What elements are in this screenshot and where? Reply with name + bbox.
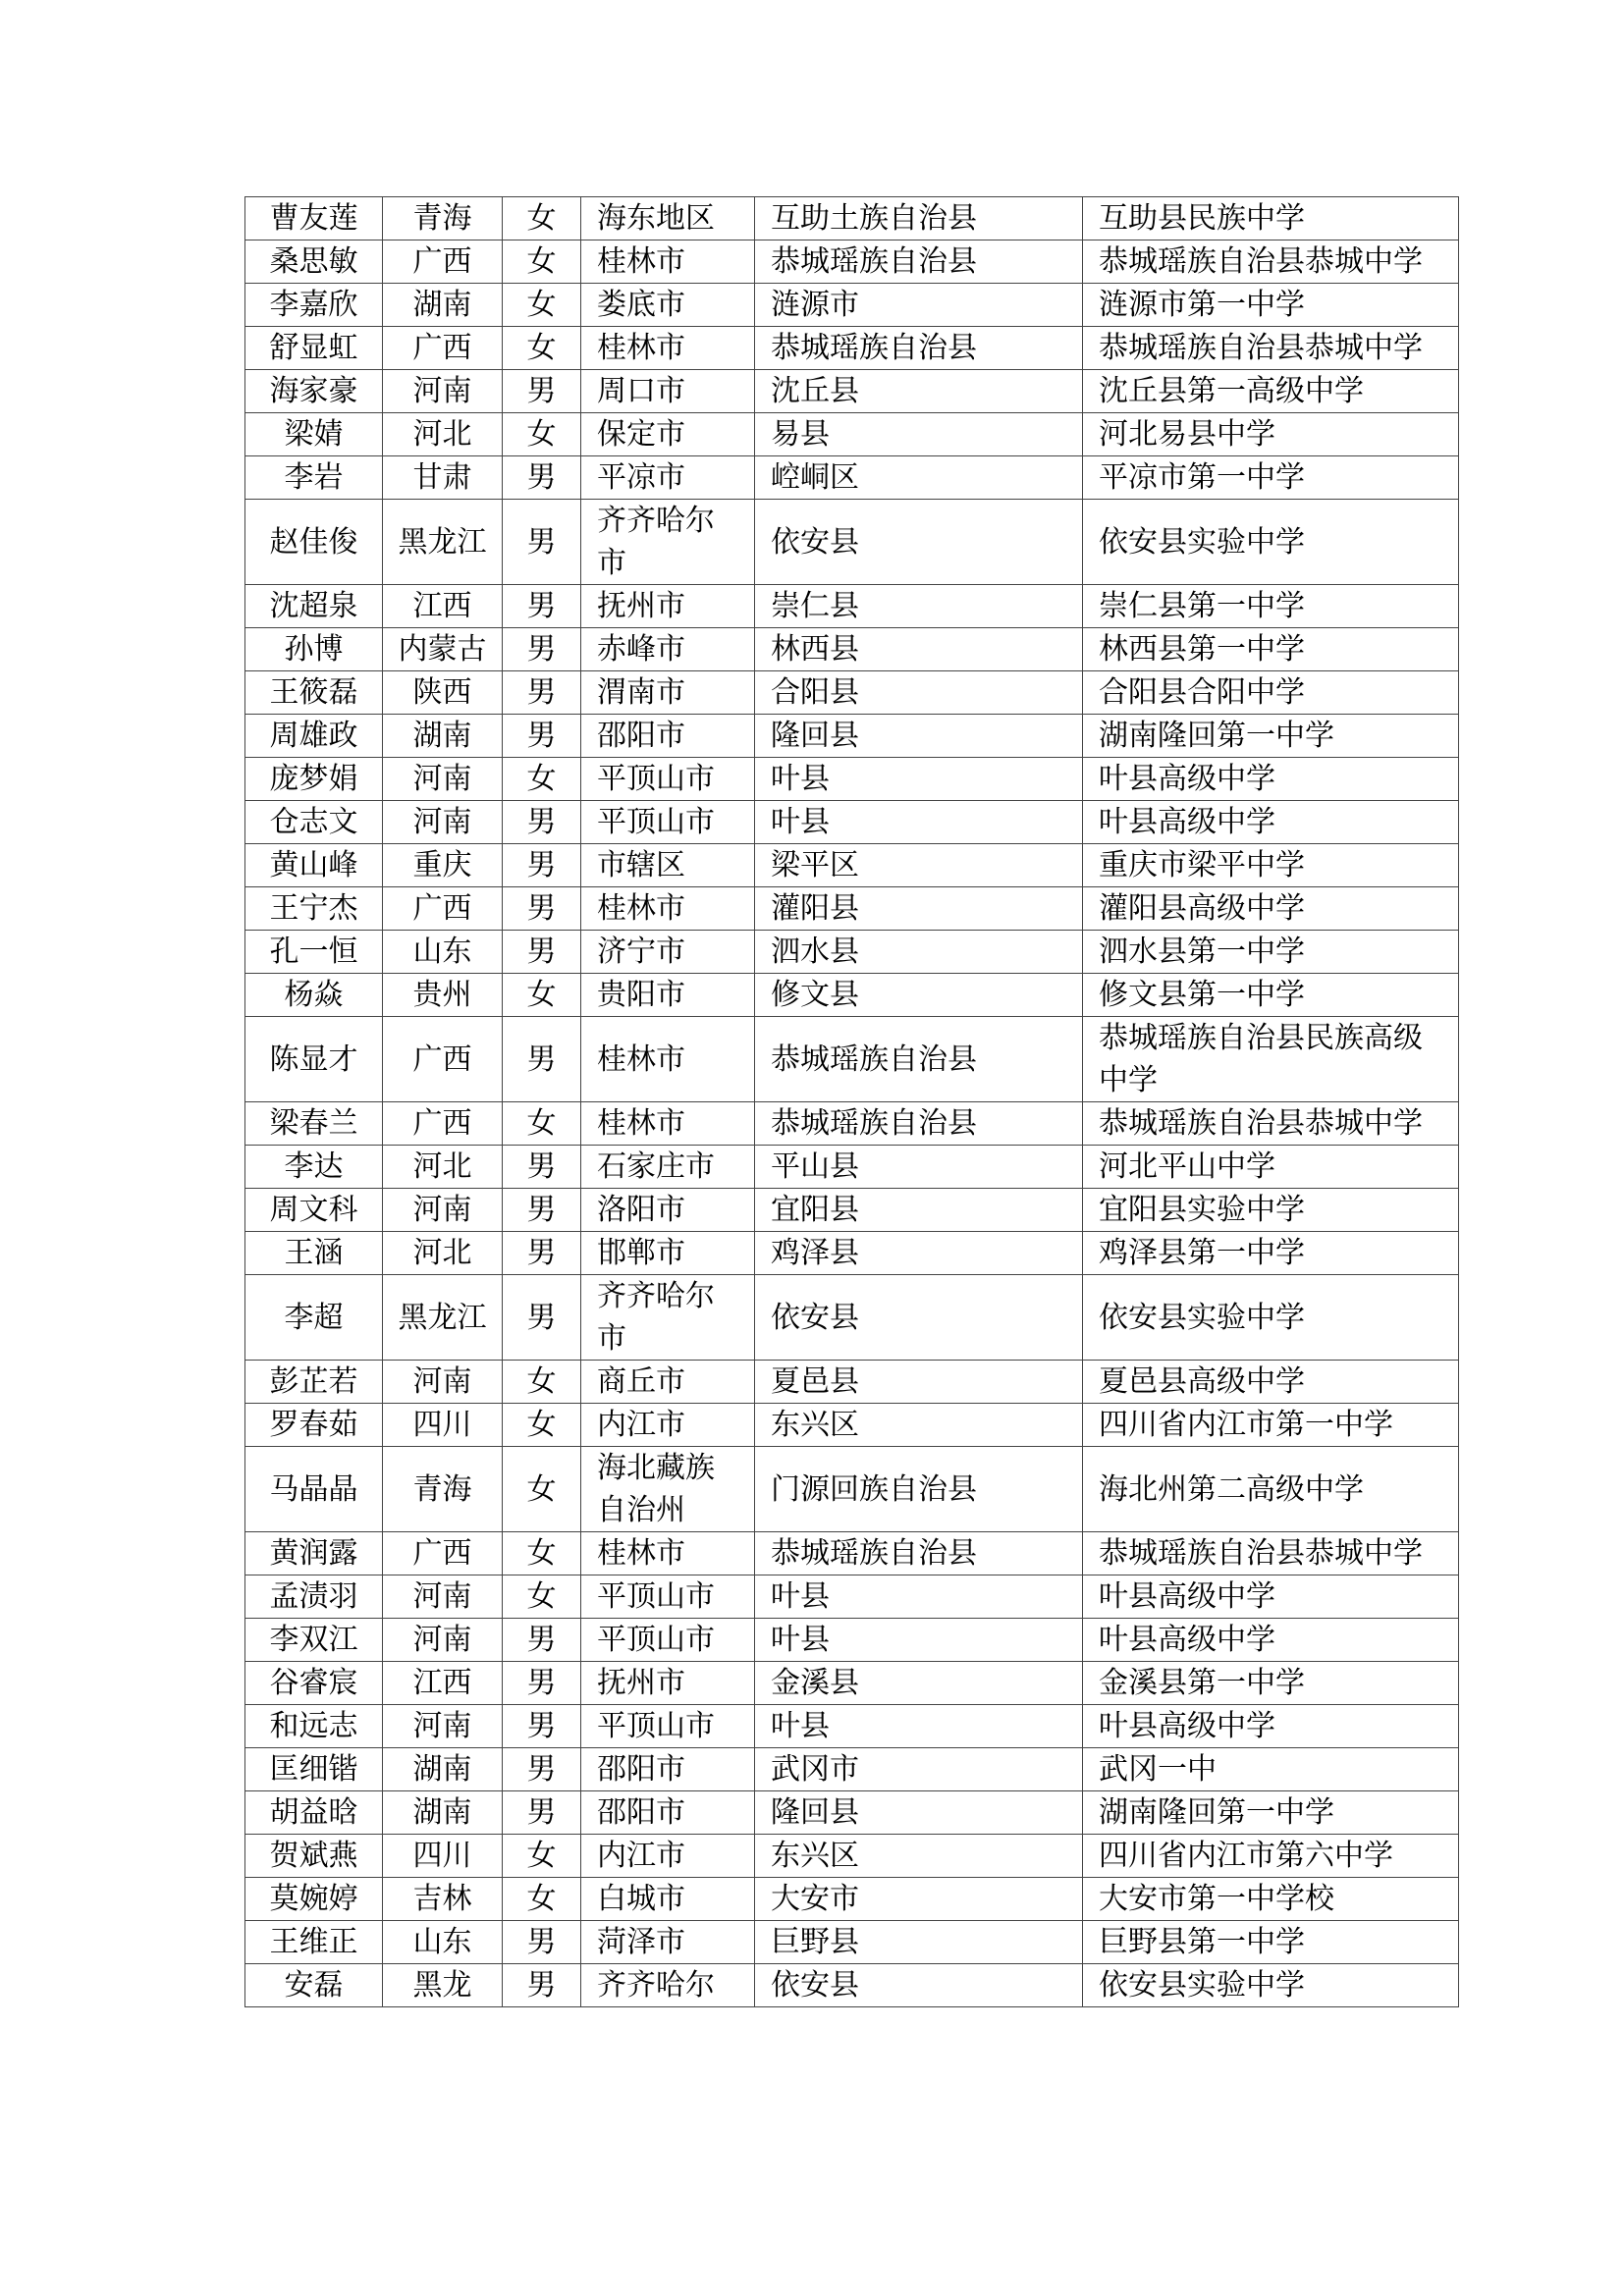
table-row [245,801,1459,844]
school-cell: 河北平山中学 [1083,1146,1459,1189]
province-cell: 河南 [383,1189,503,1232]
county-cell: 东兴区 [755,1835,1083,1878]
school-cell: 湖南隆回第一中学 [1083,715,1459,758]
table-row [245,1575,1459,1619]
name-cell: 马晶晶 [245,1447,383,1532]
gender-cell: 男 [503,456,581,500]
province-cell: 陕西 [383,671,503,715]
school-cell: 海北州第二高级中学 [1083,1447,1459,1532]
county-cell: 武冈市 [755,1748,1083,1791]
school-cell: 叶县高级中学 [1083,1619,1459,1662]
school-cell: 恭城瑶族自治县恭城中学 [1083,327,1459,370]
province-cell: 河南 [383,1705,503,1748]
name-cell: 曹友莲 [245,197,383,240]
name-cell: 彭芷若 [245,1361,383,1404]
county-cell: 隆回县 [755,715,1083,758]
city-cell: 渭南市 [581,671,755,715]
province-cell: 广西 [383,1017,503,1102]
county-cell: 金溪县 [755,1662,1083,1705]
gender-cell: 男 [503,1791,581,1835]
county-cell: 大安市 [755,1878,1083,1921]
city-cell: 邵阳市 [581,1791,755,1835]
province-cell: 内蒙古 [383,628,503,671]
province-cell: 湖南 [383,1748,503,1791]
city-cell: 桂林市 [581,240,755,284]
gender-cell: 男 [503,1748,581,1791]
city-cell: 桂林市 [581,327,755,370]
table-row [245,456,1459,500]
gender-cell: 女 [503,197,581,240]
table-row [245,1878,1459,1921]
name-cell: 王宁杰 [245,887,383,931]
school-cell: 宜阳县实验中学 [1083,1189,1459,1232]
school-cell: 恭城瑶族自治县恭城中学 [1083,1102,1459,1146]
city-cell: 桂林市 [581,1102,755,1146]
school-cell: 依安县实验中学 [1083,500,1459,585]
school-cell: 沈丘县第一高级中学 [1083,370,1459,413]
gender-cell: 男 [503,671,581,715]
name-cell: 胡益晗 [245,1791,383,1835]
city-cell: 济宁市 [581,931,755,974]
table-row [245,974,1459,1017]
gender-cell: 男 [503,1189,581,1232]
name-cell: 杨焱 [245,974,383,1017]
province-cell: 山东 [383,931,503,974]
gender-cell: 男 [503,1017,581,1102]
school-cell: 互助县民族中学 [1083,197,1459,240]
name-cell: 周文科 [245,1189,383,1232]
name-cell: 王筱磊 [245,671,383,715]
school-cell: 恭城瑶族自治县恭城中学 [1083,240,1459,284]
name-cell: 王涵 [245,1232,383,1275]
province-cell: 河南 [383,758,503,801]
city-cell: 齐齐哈尔 [581,1964,755,2007]
school-cell: 四川省内江市第六中学 [1083,1835,1459,1878]
name-cell: 周雄政 [245,715,383,758]
county-cell: 恭城瑶族自治县 [755,1017,1083,1102]
county-cell: 崆峒区 [755,456,1083,500]
table-row [245,585,1459,628]
name-cell: 梁春兰 [245,1102,383,1146]
gender-cell: 男 [503,801,581,844]
province-cell: 甘肃 [383,456,503,500]
city-cell: 内江市 [581,1404,755,1447]
city-cell: 保定市 [581,413,755,456]
county-cell: 叶县 [755,801,1083,844]
city-cell: 桂林市 [581,1017,755,1102]
gender-cell: 男 [503,1705,581,1748]
gender-cell: 女 [503,1878,581,1921]
gender-cell: 女 [503,240,581,284]
table-row [245,1447,1459,1532]
province-cell: 河南 [383,370,503,413]
table-row [245,327,1459,370]
gender-cell: 女 [503,1532,581,1575]
name-cell: 桑思敏 [245,240,383,284]
province-cell: 河北 [383,1146,503,1189]
gender-cell: 女 [503,1447,581,1532]
city-cell: 齐齐哈尔市 [581,500,755,585]
gender-cell: 女 [503,1835,581,1878]
city-cell: 海东地区 [581,197,755,240]
school-cell: 四川省内江市第一中学 [1083,1404,1459,1447]
table-row [245,931,1459,974]
city-cell: 邵阳市 [581,1748,755,1791]
school-cell: 叶县高级中学 [1083,1575,1459,1619]
table-row [245,758,1459,801]
table-row [245,1662,1459,1705]
school-cell: 大安市第一中学校 [1083,1878,1459,1921]
table-row [245,1404,1459,1447]
gender-cell: 女 [503,974,581,1017]
table-row [245,1361,1459,1404]
gender-cell: 男 [503,585,581,628]
city-cell: 平顶山市 [581,758,755,801]
county-cell: 合阳县 [755,671,1083,715]
county-cell: 梁平区 [755,844,1083,887]
school-cell: 依安县实验中学 [1083,1964,1459,2007]
province-cell: 吉林 [383,1878,503,1921]
table-row [245,1017,1459,1102]
school-cell: 恭城瑶族自治县民族高级中学 [1083,1017,1459,1102]
city-cell: 抚州市 [581,1662,755,1705]
gender-cell: 男 [503,1275,581,1361]
county-cell: 林西县 [755,628,1083,671]
gender-cell: 女 [503,1102,581,1146]
school-cell: 河北易县中学 [1083,413,1459,456]
gender-cell: 男 [503,1232,581,1275]
school-cell: 重庆市梁平中学 [1083,844,1459,887]
gender-cell: 女 [503,327,581,370]
city-cell: 邵阳市 [581,715,755,758]
province-cell: 黑龙江 [383,500,503,585]
province-cell: 黑龙 [383,1964,503,2007]
name-cell: 沈超泉 [245,585,383,628]
name-cell: 梁婧 [245,413,383,456]
school-cell: 修文县第一中学 [1083,974,1459,1017]
province-cell: 河南 [383,801,503,844]
table-row [245,1921,1459,1964]
name-cell: 舒显虹 [245,327,383,370]
gender-cell: 男 [503,1964,581,2007]
county-cell: 恭城瑶族自治县 [755,327,1083,370]
name-cell: 黄润露 [245,1532,383,1575]
county-cell: 东兴区 [755,1404,1083,1447]
table-row [245,1275,1459,1361]
county-cell: 恭城瑶族自治县 [755,240,1083,284]
student-table-body [245,197,1459,2007]
name-cell: 和远志 [245,1705,383,1748]
city-cell: 商丘市 [581,1361,755,1404]
school-cell: 依安县实验中学 [1083,1275,1459,1361]
province-cell: 四川 [383,1835,503,1878]
name-cell: 孟渍羽 [245,1575,383,1619]
city-cell: 齐齐哈尔市 [581,1275,755,1361]
county-cell: 依安县 [755,1964,1083,2007]
school-cell: 灌阳县高级中学 [1083,887,1459,931]
table-row [245,628,1459,671]
county-cell: 夏邑县 [755,1361,1083,1404]
school-cell: 鸡泽县第一中学 [1083,1232,1459,1275]
table-row [245,1146,1459,1189]
county-cell: 叶县 [755,1705,1083,1748]
student-table [244,196,1459,2007]
province-cell: 广西 [383,240,503,284]
county-cell: 沈丘县 [755,370,1083,413]
county-cell: 鸡泽县 [755,1232,1083,1275]
county-cell: 互助土族自治县 [755,197,1083,240]
name-cell: 贺斌燕 [245,1835,383,1878]
table-row [245,500,1459,585]
province-cell: 湖南 [383,1791,503,1835]
city-cell: 菏泽市 [581,1921,755,1964]
province-cell: 广西 [383,1102,503,1146]
city-cell: 贵阳市 [581,974,755,1017]
school-cell: 泗水县第一中学 [1083,931,1459,974]
name-cell: 李双江 [245,1619,383,1662]
name-cell: 莫婉婷 [245,1878,383,1921]
table-row [245,1705,1459,1748]
province-cell: 青海 [383,197,503,240]
gender-cell: 男 [503,715,581,758]
province-cell: 重庆 [383,844,503,887]
name-cell: 安磊 [245,1964,383,2007]
province-cell: 广西 [383,327,503,370]
table-row [245,1791,1459,1835]
city-cell: 内江市 [581,1835,755,1878]
county-cell: 平山县 [755,1146,1083,1189]
table-row [245,1835,1459,1878]
school-cell: 涟源市第一中学 [1083,284,1459,327]
city-cell: 赤峰市 [581,628,755,671]
city-cell: 洛阳市 [581,1189,755,1232]
school-cell: 巨野县第一中学 [1083,1921,1459,1964]
county-cell: 泗水县 [755,931,1083,974]
school-cell: 崇仁县第一中学 [1083,585,1459,628]
county-cell: 灌阳县 [755,887,1083,931]
province-cell: 四川 [383,1404,503,1447]
province-cell: 广西 [383,1532,503,1575]
county-cell: 恭城瑶族自治县 [755,1102,1083,1146]
province-cell: 河南 [383,1575,503,1619]
province-cell: 河北 [383,1232,503,1275]
province-cell: 江西 [383,1662,503,1705]
city-cell: 周口市 [581,370,755,413]
county-cell: 易县 [755,413,1083,456]
school-cell: 平凉市第一中学 [1083,456,1459,500]
city-cell: 桂林市 [581,887,755,931]
gender-cell: 女 [503,413,581,456]
school-cell: 叶县高级中学 [1083,758,1459,801]
city-cell: 平凉市 [581,456,755,500]
school-cell: 武冈一中 [1083,1748,1459,1791]
province-cell: 湖南 [383,715,503,758]
name-cell: 罗春茹 [245,1404,383,1447]
gender-cell: 女 [503,1361,581,1404]
county-cell: 叶县 [755,1575,1083,1619]
county-cell: 巨野县 [755,1921,1083,1964]
province-cell: 青海 [383,1447,503,1532]
name-cell: 仓志文 [245,801,383,844]
table-row [245,1964,1459,2007]
table-row [245,1619,1459,1662]
school-cell: 恭城瑶族自治县恭城中学 [1083,1532,1459,1575]
county-cell: 宜阳县 [755,1189,1083,1232]
table-row [245,413,1459,456]
school-cell: 金溪县第一中学 [1083,1662,1459,1705]
name-cell: 赵佳俊 [245,500,383,585]
city-cell: 平顶山市 [581,801,755,844]
gender-cell: 女 [503,1404,581,1447]
table-row [245,1748,1459,1791]
province-cell: 广西 [383,887,503,931]
city-cell: 娄底市 [581,284,755,327]
table-row [245,370,1459,413]
school-cell: 叶县高级中学 [1083,801,1459,844]
province-cell: 湖南 [383,284,503,327]
table-row [245,671,1459,715]
table-row [245,1189,1459,1232]
table-row [245,1232,1459,1275]
county-cell: 叶县 [755,758,1083,801]
name-cell: 庞梦娟 [245,758,383,801]
province-cell: 河南 [383,1619,503,1662]
gender-cell: 男 [503,370,581,413]
table-row [245,887,1459,931]
name-cell: 李嘉欣 [245,284,383,327]
province-cell: 河南 [383,1361,503,1404]
name-cell: 海家豪 [245,370,383,413]
table-row [245,844,1459,887]
city-cell: 平顶山市 [581,1575,755,1619]
gender-cell: 男 [503,887,581,931]
name-cell: 李岩 [245,456,383,500]
gender-cell: 男 [503,500,581,585]
city-cell: 平顶山市 [581,1705,755,1748]
name-cell: 匡细锴 [245,1748,383,1791]
county-cell: 叶县 [755,1619,1083,1662]
gender-cell: 男 [503,1146,581,1189]
school-cell: 叶县高级中学 [1083,1705,1459,1748]
county-cell: 依安县 [755,500,1083,585]
province-cell: 山东 [383,1921,503,1964]
city-cell: 平顶山市 [581,1619,755,1662]
city-cell: 邯郸市 [581,1232,755,1275]
gender-cell: 女 [503,1575,581,1619]
county-cell: 修文县 [755,974,1083,1017]
gender-cell: 男 [503,1619,581,1662]
table-row [245,284,1459,327]
city-cell: 石家庄市 [581,1146,755,1189]
school-cell: 合阳县合阳中学 [1083,671,1459,715]
name-cell: 王维正 [245,1921,383,1964]
table-row [245,240,1459,284]
name-cell: 孔一恒 [245,931,383,974]
county-cell: 恭城瑶族自治县 [755,1532,1083,1575]
name-cell: 黄山峰 [245,844,383,887]
name-cell: 李达 [245,1146,383,1189]
city-cell: 桂林市 [581,1532,755,1575]
province-cell: 贵州 [383,974,503,1017]
province-cell: 河北 [383,413,503,456]
gender-cell: 男 [503,1921,581,1964]
county-cell: 涟源市 [755,284,1083,327]
school-cell: 湖南隆回第一中学 [1083,1791,1459,1835]
name-cell: 孙博 [245,628,383,671]
province-cell: 黑龙江 [383,1275,503,1361]
table-row [245,197,1459,240]
county-cell: 崇仁县 [755,585,1083,628]
name-cell: 谷睿宸 [245,1662,383,1705]
province-cell: 江西 [383,585,503,628]
table-row [245,1102,1459,1146]
table-row [245,715,1459,758]
gender-cell: 女 [503,758,581,801]
city-cell: 抚州市 [581,585,755,628]
school-cell: 林西县第一中学 [1083,628,1459,671]
city-cell: 白城市 [581,1878,755,1921]
city-cell: 市辖区 [581,844,755,887]
city-cell: 海北藏族自治州 [581,1447,755,1532]
gender-cell: 男 [503,931,581,974]
county-cell: 门源回族自治县 [755,1447,1083,1532]
school-cell: 夏邑县高级中学 [1083,1361,1459,1404]
county-cell: 隆回县 [755,1791,1083,1835]
gender-cell: 男 [503,1662,581,1705]
gender-cell: 男 [503,628,581,671]
student-list-sheet [244,196,1458,2007]
county-cell: 依安县 [755,1275,1083,1361]
gender-cell: 男 [503,844,581,887]
name-cell: 李超 [245,1275,383,1361]
name-cell: 陈显才 [245,1017,383,1102]
table-row [245,1532,1459,1575]
gender-cell: 女 [503,284,581,327]
